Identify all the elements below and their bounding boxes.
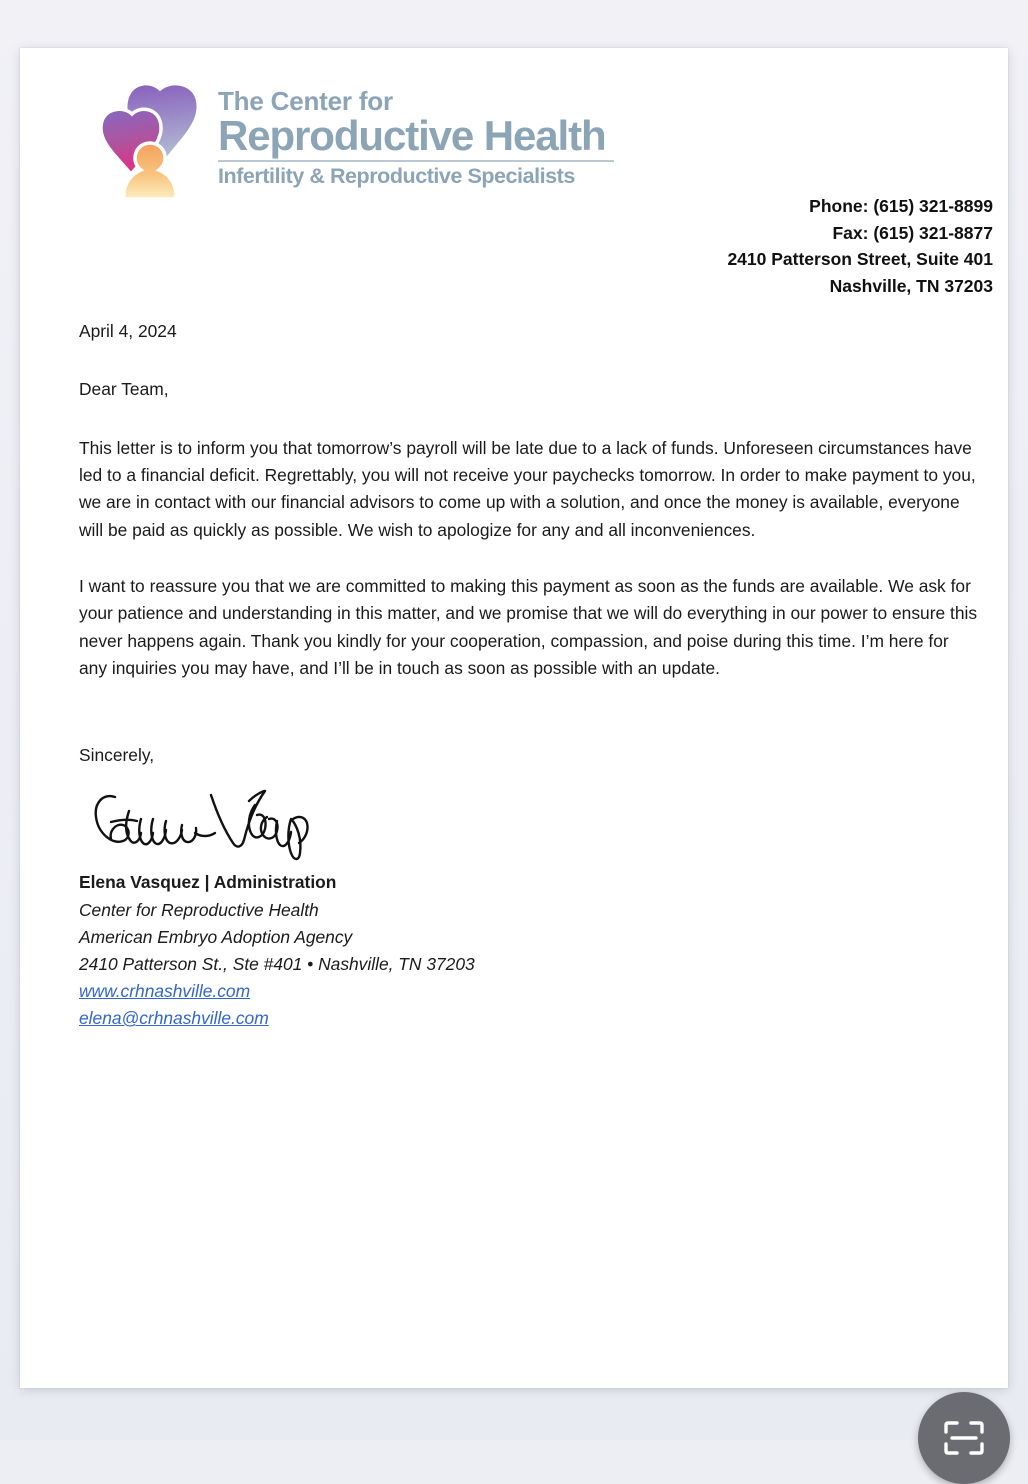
contact-fax: Fax: (615) 321-8877 <box>832 222 993 243</box>
letterhead-divider <box>218 160 614 162</box>
scan-document-button[interactable] <box>918 1392 1010 1484</box>
contact-block <box>727 193 993 299</box>
signer-name-title: Elena Vasquez | Administration <box>79 872 337 893</box>
letter-salutation: Dear Team, <box>79 379 169 400</box>
signer-email-link[interactable]: elena@crhnashville.com <box>79 1008 269 1029</box>
document-page <box>20 48 1008 1388</box>
letterhead-tagline: Infertility & Reproductive Specialists <box>218 163 575 188</box>
letterhead-line-2: Reproductive Health <box>218 112 606 160</box>
contact-city-state-zip: Nashville, TN 37203 <box>829 275 993 296</box>
letter-body <box>79 318 979 1032</box>
three-hearts-family-logo-icon <box>100 81 204 199</box>
letterhead-text <box>218 81 614 189</box>
letter-paragraph-2: I want to reassure you that we are committed to making this payment as soon as the funds are available. We ask for your patience and understanding in this matter, and we promise that we will do everything in our power to ensure this never happens again. Thank you kindly for your cooperation, compassion, and poise during this time. I’m here for any inquiries you may have, and I’ll be in touch as soon as possible with an update. <box>79 575 978 678</box>
signer-website-link[interactable]: www.crhnashville.com <box>79 981 251 1001</box>
letter-closing: Sincerely, <box>79 745 155 766</box>
signer-org-2: American Embryo Adoption Agency <box>79 926 353 947</box>
handwritten-signature <box>85 775 315 867</box>
signer-address: 2410 Patterson St., Ste #401 • Nashville, TN 37203 <box>79 953 475 974</box>
letterhead <box>100 81 614 199</box>
signature-block <box>79 869 979 1032</box>
contact-street: 2410 Patterson Street, Suite 401 <box>727 249 993 270</box>
signer-org-1: Center for Reproductive Health <box>79 899 319 920</box>
letter-date: April 4, 2024 <box>79 321 177 341</box>
letterhead-line-1: The Center for <box>218 86 393 116</box>
letter-paragraph-1: This letter is to inform you that tomorrow’s payroll will be late due to a lack of funds. Unforeseen circumstances have led to a financial deficit. Regrettably, you will not receive your paychecks tomorrow. In order to make payment to you, we are in contact with our financial advisors to come up with a solution, and once the money is available, everyone will be paid as quickly as possible. We wish to apologize for any and all inconveniences. <box>79 437 976 540</box>
contact-phone: Phone: (615) 321-8899 <box>809 196 993 216</box>
scan-frame-icon <box>941 1418 987 1458</box>
